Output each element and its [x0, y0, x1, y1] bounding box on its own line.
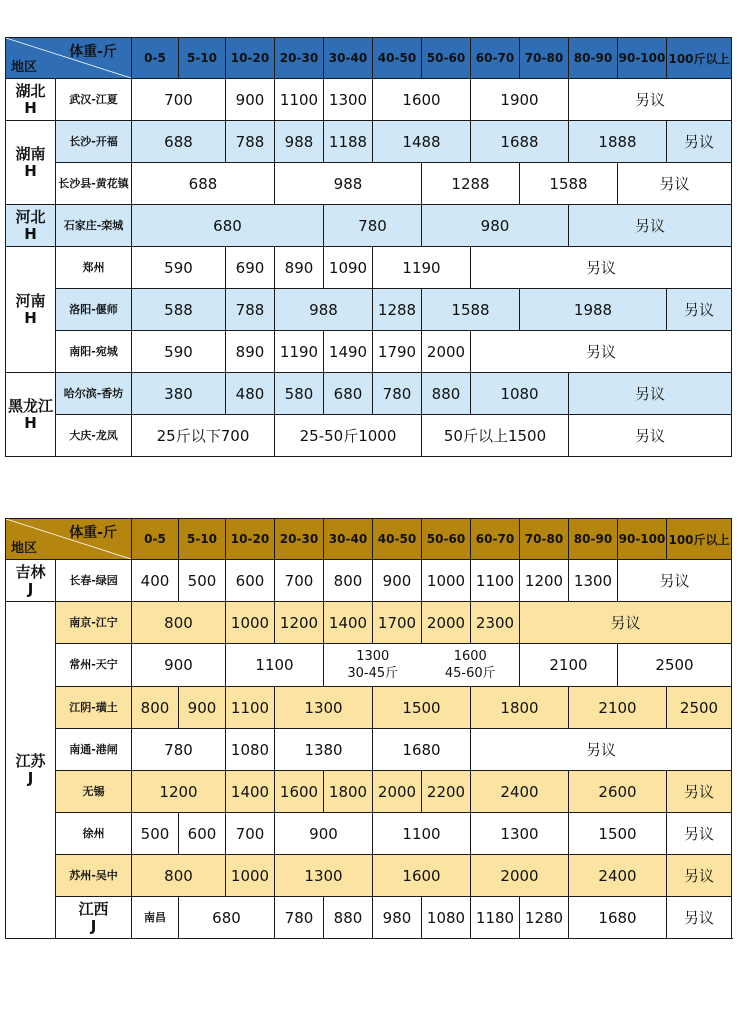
- price-cell: 另议: [569, 415, 732, 457]
- price-cell: 1080: [422, 897, 471, 939]
- table-row: [6, 771, 732, 813]
- range-header: 50-60: [422, 38, 471, 79]
- header-row: [6, 38, 732, 79]
- range-header: 40-50: [373, 38, 422, 79]
- price-table-2: [5, 518, 732, 939]
- price-cell: 另议: [471, 331, 732, 373]
- price-cell: 另议: [618, 163, 732, 205]
- region-label: 地区: [11, 60, 38, 75]
- price-cell: 另议: [667, 897, 732, 939]
- range-header: 100斤以上: [667, 519, 732, 560]
- price-cell: 1300: [324, 79, 373, 121]
- price-cell: 2100: [520, 644, 618, 687]
- price-cell: 680: [132, 205, 324, 247]
- price-cell: 2100: [569, 687, 667, 729]
- price-cell: 900: [373, 560, 422, 602]
- price-cell: 880: [422, 373, 471, 415]
- price-cell: 2300: [471, 602, 520, 644]
- table-row: [6, 247, 732, 289]
- price-cell: 788: [226, 289, 275, 331]
- range-header: 60-70: [471, 38, 520, 79]
- price-cell: 980: [422, 205, 569, 247]
- price-cell: 2200: [422, 771, 471, 813]
- price-cell: 1100: [226, 644, 324, 687]
- city-cell: 长春-绿园: [56, 560, 132, 602]
- corner-header: [6, 519, 132, 560]
- price-cell: 1500: [569, 813, 667, 855]
- price-cell: 800: [132, 855, 226, 897]
- price-cell: 988: [275, 121, 324, 163]
- price-cell: 1300 30-45斤 1600 45-60斤: [324, 644, 520, 687]
- city-cell: 武汉-江夏: [56, 79, 132, 121]
- range-header: 70-80: [520, 38, 569, 79]
- range-header: 20-30: [275, 519, 324, 560]
- range-header: 10-20: [226, 38, 275, 79]
- price-cell: 25斤以下700: [132, 415, 275, 457]
- city-cell: 无锡: [56, 771, 132, 813]
- price-cell: 2000: [373, 771, 422, 813]
- price-cell: 680: [179, 897, 275, 939]
- table-row: [6, 560, 732, 602]
- price-cell: 2400: [471, 771, 569, 813]
- price-cell: 980: [373, 897, 422, 939]
- table-row: [6, 729, 732, 771]
- price-cell: 1488: [373, 121, 471, 163]
- city-cell: 南京-江宁: [56, 602, 132, 644]
- range-header: 5-10: [179, 519, 226, 560]
- province-cell: 河北 H: [6, 205, 56, 247]
- price-cell: 600: [226, 560, 275, 602]
- city-cell: 郑州: [56, 247, 132, 289]
- city-cell: 长沙-开福: [56, 121, 132, 163]
- price-cell: 1800: [471, 687, 569, 729]
- price-cell: 1000: [226, 602, 275, 644]
- price-cell: 890: [226, 331, 275, 373]
- price-cell: 588: [132, 289, 226, 331]
- table-row: [6, 813, 732, 855]
- range-header: 90-100: [618, 519, 667, 560]
- price-cell: 另议: [618, 560, 732, 602]
- price-cell: 1300: [275, 687, 373, 729]
- city-cell: 哈尔滨-香坊: [56, 373, 132, 415]
- city-cell: 南通-港闸: [56, 729, 132, 771]
- price-cell: 1000: [226, 855, 275, 897]
- price-cell: 1080: [226, 729, 275, 771]
- price-cell: 988: [275, 163, 422, 205]
- price-cell: 1588: [520, 163, 618, 205]
- price-cell: 另议: [569, 373, 732, 415]
- price-cell: 590: [132, 331, 226, 373]
- price-cell: 另议: [569, 205, 732, 247]
- price-cell: 1888: [569, 121, 667, 163]
- price-cell: 700: [132, 79, 226, 121]
- price-cell: 880: [324, 897, 373, 939]
- price-cell: 780: [373, 373, 422, 415]
- price-cell: 988: [275, 289, 373, 331]
- table-row: [6, 644, 732, 687]
- range-header: 80-90: [569, 519, 618, 560]
- price-cell: 2500: [667, 687, 732, 729]
- price-cell: 500: [132, 813, 179, 855]
- price-cell: 另议: [667, 121, 732, 163]
- price-cell: 400: [132, 560, 179, 602]
- range-header: 70-80: [520, 519, 569, 560]
- city-cell: 南阳-宛城: [56, 331, 132, 373]
- city-cell: 长沙县-黄花镇: [56, 163, 132, 205]
- province-cell: 湖南 H: [6, 121, 56, 205]
- city-cell: 南昌: [132, 897, 179, 939]
- price-cell: 780: [132, 729, 226, 771]
- price-cell: 1790: [373, 331, 422, 373]
- table-row: [6, 289, 732, 331]
- range-header: 10-20: [226, 519, 275, 560]
- range-header: 40-50: [373, 519, 422, 560]
- price-cell: 2000: [471, 855, 569, 897]
- price-cell: 1680: [373, 729, 471, 771]
- price-cell: 1800: [324, 771, 373, 813]
- price-cell: 2600: [569, 771, 667, 813]
- range-header: 90-100: [618, 38, 667, 79]
- price-cell: 2500: [618, 644, 732, 687]
- price-cell: 另议: [471, 729, 732, 771]
- price-cell: 900: [179, 687, 226, 729]
- price-cell: 1080: [471, 373, 569, 415]
- price-cell: 1900: [471, 79, 569, 121]
- range-header: 30-40: [324, 38, 373, 79]
- price-cell: 2000: [422, 602, 471, 644]
- price-cell: 1200: [275, 602, 324, 644]
- price-cell: 1288: [422, 163, 520, 205]
- table-row: [6, 687, 732, 729]
- city-cell: 常州-天宁: [56, 644, 132, 687]
- price-cell: 1700: [373, 602, 422, 644]
- table-row: [6, 373, 732, 415]
- price-cell: 1600: [275, 771, 324, 813]
- price-cell: 2000: [422, 331, 471, 373]
- price-cell: 另议: [520, 602, 732, 644]
- price-cell: 500: [179, 560, 226, 602]
- price-cell: 1600: [373, 79, 471, 121]
- region-label: 地区: [11, 541, 38, 556]
- table-row: [6, 855, 732, 897]
- price-cell: 800: [324, 560, 373, 602]
- city-cell: 徐州: [56, 813, 132, 855]
- province-cell: 江苏 J: [6, 602, 56, 939]
- table-row: [6, 897, 732, 939]
- range-header: 50-60: [422, 519, 471, 560]
- price-cell: 另议: [667, 771, 732, 813]
- price-cell: 1300: [569, 560, 618, 602]
- price-cell: 1400: [226, 771, 275, 813]
- price-cell: 1688: [471, 121, 569, 163]
- price-cell: 1680: [569, 897, 667, 939]
- price-cell: 1100: [471, 560, 520, 602]
- city-cell: 大庆-龙凤: [56, 415, 132, 457]
- price-cell: 另议: [471, 247, 732, 289]
- price-cell: 1380: [275, 729, 373, 771]
- range-header: 100斤以上: [667, 38, 732, 79]
- range-header: 60-70: [471, 519, 520, 560]
- price-cell: 1400: [324, 602, 373, 644]
- weight-label: 体重-斤: [69, 525, 117, 541]
- price-cell: 600: [179, 813, 226, 855]
- price-cell: 1500: [373, 687, 471, 729]
- range-header: 0-5: [132, 38, 179, 79]
- city-cell: 洛阳-偃师: [56, 289, 132, 331]
- range-header: 30-40: [324, 519, 373, 560]
- table-row: [6, 415, 732, 457]
- price-cell: 另议: [569, 79, 732, 121]
- range-header: 5-10: [179, 38, 226, 79]
- price-cell: 788: [226, 121, 275, 163]
- price-cell: 1600: [373, 855, 471, 897]
- price-cell: 890: [275, 247, 324, 289]
- price-cell: 1200: [132, 771, 226, 813]
- header-row: [6, 519, 732, 560]
- price-cell: 1090: [324, 247, 373, 289]
- price-cell: 1300: [275, 855, 373, 897]
- range-header: 20-30: [275, 38, 324, 79]
- corner-header: [6, 38, 132, 79]
- weight-label: 体重-斤: [69, 44, 117, 60]
- price-cell: 1188: [324, 121, 373, 163]
- price-cell: 780: [324, 205, 422, 247]
- province-cell: 河南 H: [6, 247, 56, 373]
- price-cell: 1200: [520, 560, 569, 602]
- table-row: [6, 163, 732, 205]
- price-cell: 900: [275, 813, 373, 855]
- price-cell: 25-50斤1000: [275, 415, 422, 457]
- price-cell: 480: [226, 373, 275, 415]
- price-cell: 900: [226, 79, 275, 121]
- price-cell: 800: [132, 602, 226, 644]
- price-cell: 1300: [471, 813, 569, 855]
- price-cell: 50斤以上1500: [422, 415, 569, 457]
- price-cell: 1000: [422, 560, 471, 602]
- table-row: [6, 331, 732, 373]
- province-cell: 湖北 H: [6, 79, 56, 121]
- price-table-1: [5, 37, 732, 457]
- price-cell: 580: [275, 373, 324, 415]
- table-row: [6, 79, 732, 121]
- price-cell: 688: [132, 121, 226, 163]
- table-row: [6, 121, 732, 163]
- price-cell: 1100: [373, 813, 471, 855]
- price-cell: 1288: [373, 289, 422, 331]
- price-cell: 1100: [275, 79, 324, 121]
- price-cell: 380: [132, 373, 226, 415]
- city-cell: 苏州-吴中: [56, 855, 132, 897]
- price-cell: 2400: [569, 855, 667, 897]
- range-header: 80-90: [569, 38, 618, 79]
- price-cell: 另议: [667, 289, 732, 331]
- price-cell: 700: [226, 813, 275, 855]
- price-cell: 680: [324, 373, 373, 415]
- province-cell: 吉林 J: [6, 560, 56, 602]
- price-cell: 690: [226, 247, 275, 289]
- price-cell: 1100: [226, 687, 275, 729]
- price-cell: 1280: [520, 897, 569, 939]
- price-cell: 另议: [667, 813, 732, 855]
- price-cell: 900: [132, 644, 226, 687]
- table-row: [6, 602, 732, 644]
- table-row: [6, 205, 732, 247]
- price-cell: 1190: [373, 247, 471, 289]
- province-cell: 黑龙江 H: [6, 373, 56, 457]
- price-cell: 1190: [275, 331, 324, 373]
- city-cell: 江阴-璜土: [56, 687, 132, 729]
- price-cell: 780: [275, 897, 324, 939]
- price-cell: 688: [132, 163, 275, 205]
- price-cell: 700: [275, 560, 324, 602]
- price-cell: 1180: [471, 897, 520, 939]
- price-cell: 1988: [520, 289, 667, 331]
- price-cell: 1490: [324, 331, 373, 373]
- price-cell: 另议: [667, 855, 732, 897]
- price-cell: 590: [132, 247, 226, 289]
- range-header: 0-5: [132, 519, 179, 560]
- price-cell: 1588: [422, 289, 520, 331]
- province-cell: 江西 J: [56, 897, 132, 939]
- city-cell: 石家庄-栾城: [56, 205, 132, 247]
- price-cell: 800: [132, 687, 179, 729]
